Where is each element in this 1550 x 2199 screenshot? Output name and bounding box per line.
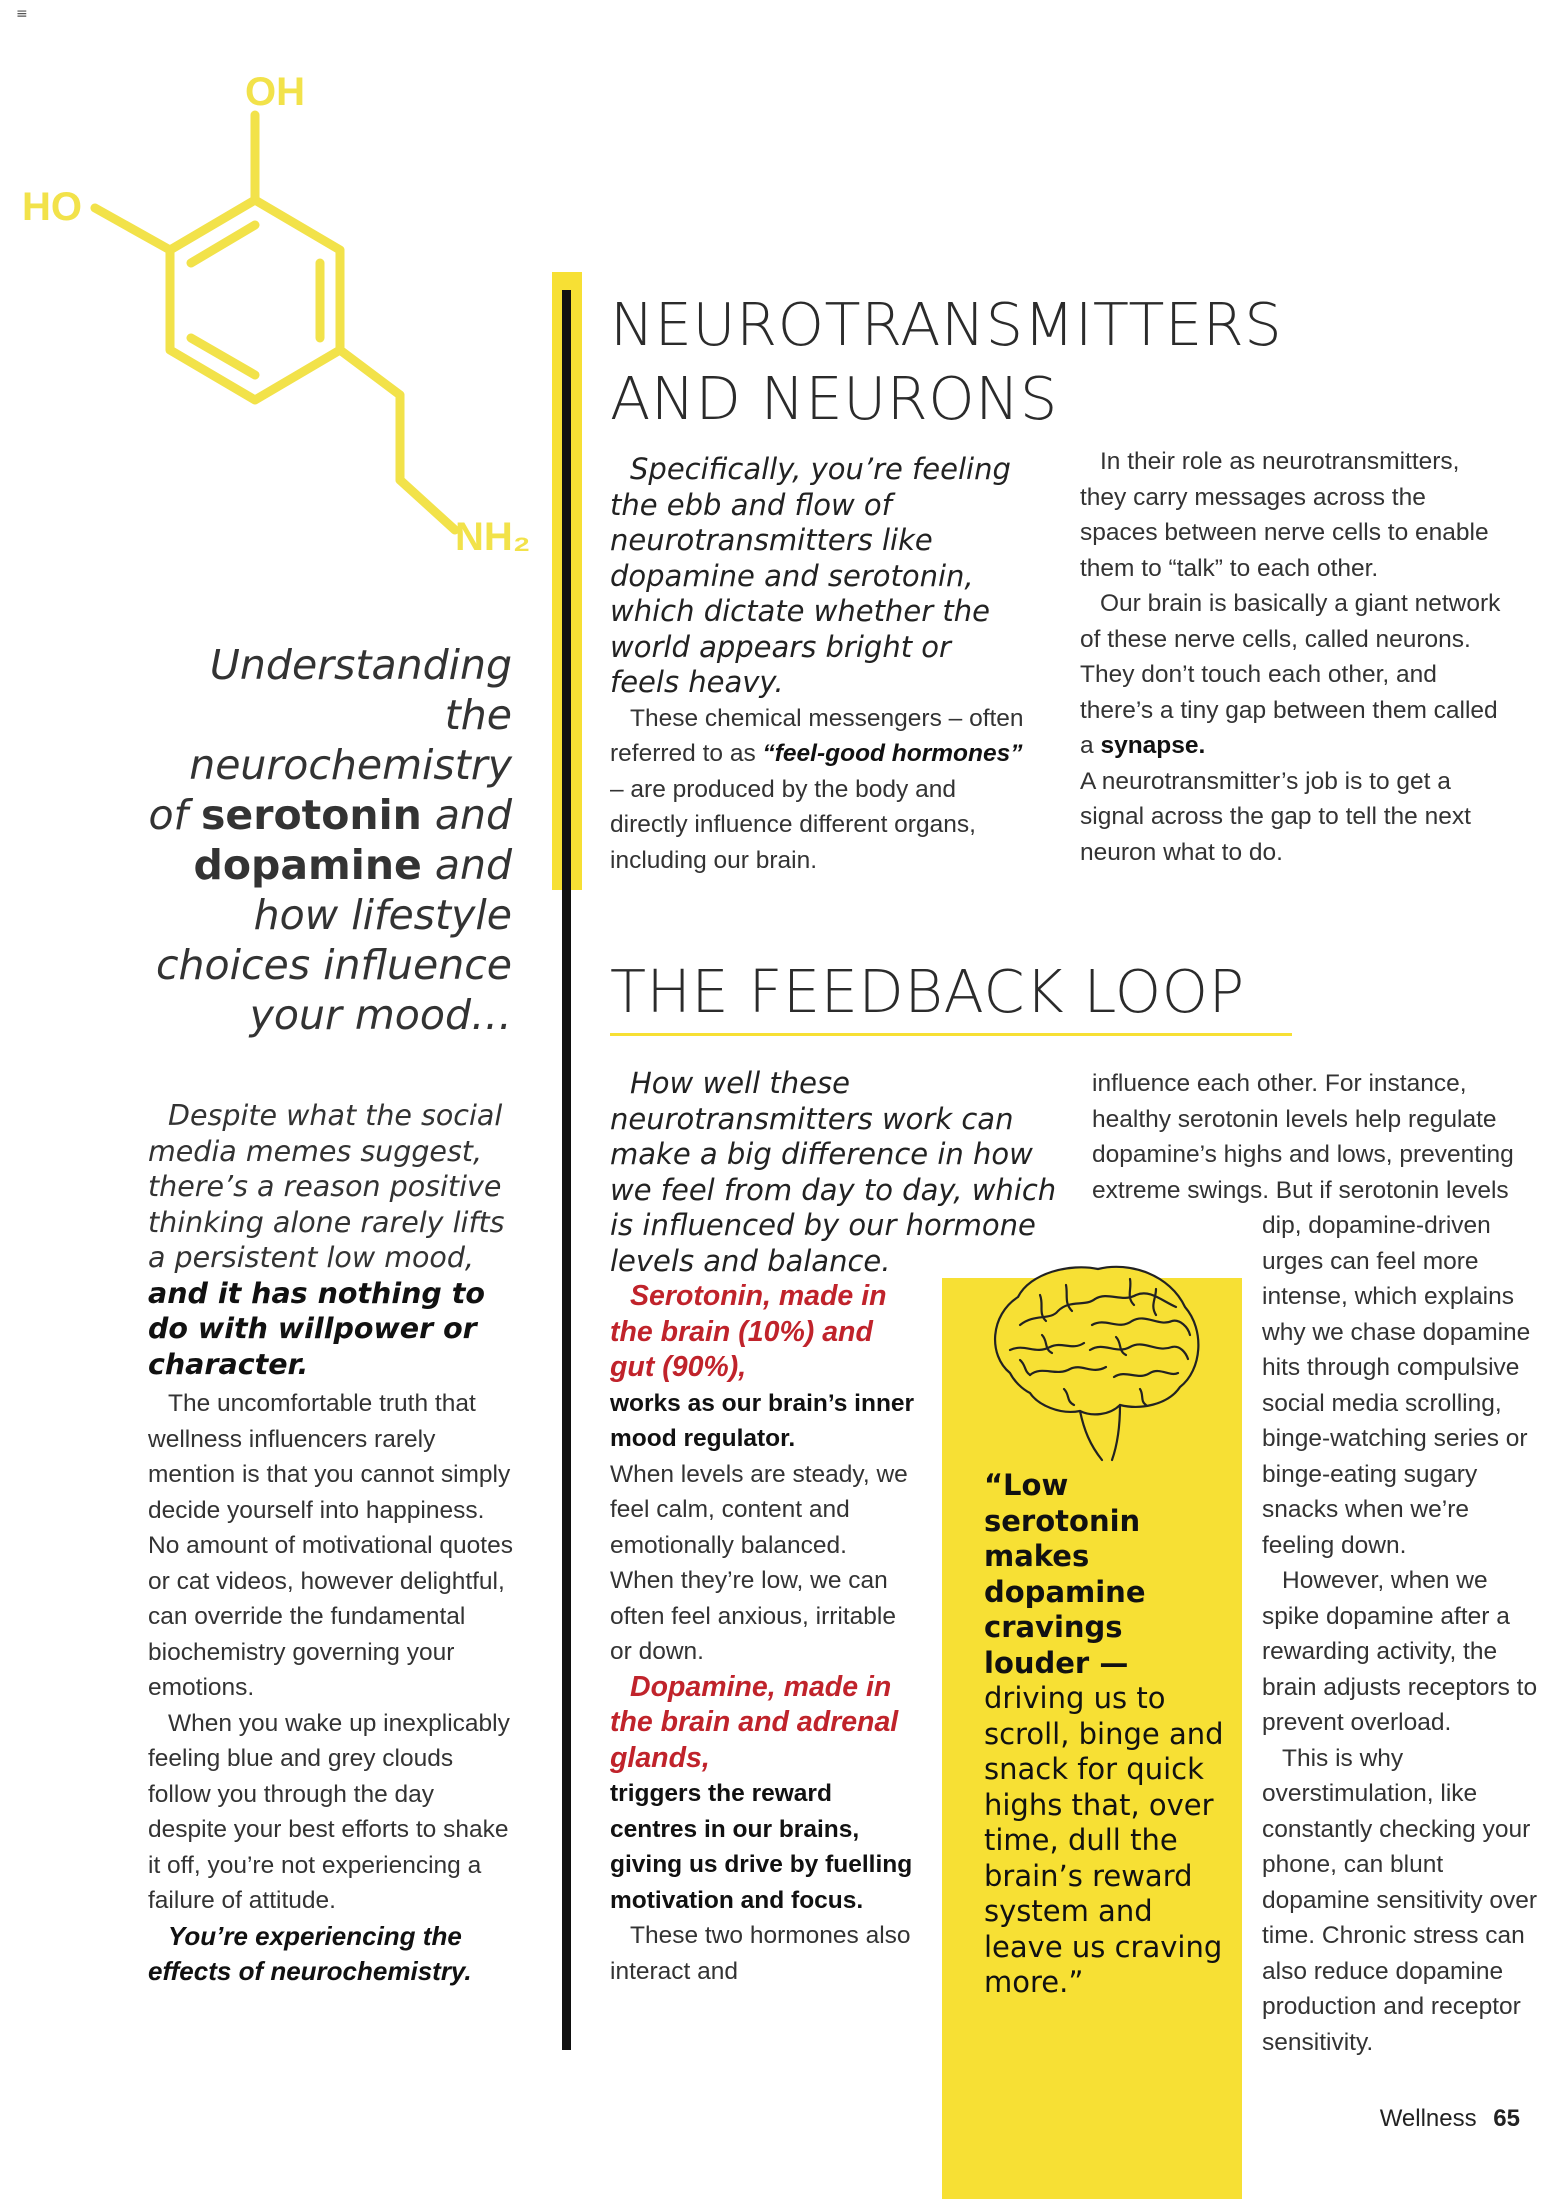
right-col-p3: This is why overstimulation, like constantly checking your phone, can blunt dopamine sensitivity over time. Chronic stress can also reduce dopamine production and receptor sensitivity. [1262, 1744, 1538, 2056]
nh2-label: NH₂ [455, 515, 531, 559]
page-footer [1380, 2105, 1520, 2133]
section2-intro: How well these neurotransmitters work can make a big difference in how we feel from day to day, which is influenced by our hormone levels and balance. [610, 1066, 1057, 1278]
page-number: 65 [1493, 2105, 1520, 2132]
sidebar-body [148, 1098, 518, 1989]
section2-title: THE FEEDBACK LOOP [610, 957, 1245, 1026]
brain-icon [980, 1255, 1208, 1465]
right-col-p1: dip, dopamine-driven urges can feel more intense, which explains why we chase dopamine hits through compulsive social media scrolling, binge-watching series or binge-eating sugary snacks when we’re feeling down. [1262, 1212, 1531, 1559]
section1-right-p2: Our brain is basically a giant network of these nerve cells, called neurons. They don’t touch each other, and there’s a tiny gap between them called a synapse. [1080, 590, 1501, 759]
section1-left-column [610, 452, 1028, 878]
footer-section: Wellness [1379, 2105, 1477, 2132]
section1-para: These chemical messengers – often referred to as “feel-good hormones” – are produced by the body and directly influence different organs, including our brain. [610, 704, 1024, 874]
quote-text [984, 1468, 1234, 2001]
section1-right-column [1080, 444, 1510, 870]
section1-intro: Specifically, you’re feeling the ebb and flow of neurotransmitters like dopamine and serotonin, which dictate whether the world appears bright or feels heavy. [610, 452, 1011, 699]
dopamine-heading: Dopamine, made in the brain and adrenal glands, [610, 1670, 899, 1774]
quote-rest: driving us to scroll, binge and snack for quick highs that, over time, dull the brain’s reward system and leave us craving more.” [984, 1681, 1224, 1999]
oh-label: OH [245, 70, 305, 114]
quote-line: dopamine [984, 1574, 1146, 1609]
quote-line: louder — [984, 1645, 1129, 1680]
dopamine-molecule-illustration [0, 50, 560, 570]
sidebar-pullquote: Understanding the neurochemistry of serotonin and dopamine and how lifestyle choices influence your mood… [148, 641, 512, 1039]
sidebar-intro-bold: and it has nothing to do with willpower or character. [148, 1276, 485, 1381]
corner-menu-icon: ≡ [16, 6, 28, 22]
ho-label: HO [22, 185, 82, 229]
quote-line: makes [984, 1539, 1090, 1573]
sidebar-para1: The uncomfortable truth that wellness influencers rarely mention is that you cannot simply decide yourself into happiness. No amount of motivational quotes or cat videos, however delightful, can override the fundamental biochemistry governing your emotions. [148, 1390, 513, 1701]
dopamine-bold: triggers the reward centres in our brains, giving us drive by fuelling motivation and focus. [610, 1780, 913, 1914]
interact-text: These two hormones also interact and [610, 1922, 911, 1985]
right-col-p2: However, when we spike dopamine after a rewarding activity, the brain adjusts receptors to prevent overload. [1262, 1567, 1538, 1736]
quote-line: serotonin [984, 1503, 1141, 1538]
serotonin-bold: works as our brain’s inner mood regulator. [610, 1389, 915, 1452]
sidebar-closing: You’re experiencing the effects of neurochemistry. [148, 1920, 472, 1986]
section2-title-underline [610, 1033, 1292, 1036]
section1-right-p3: A neurotransmitter’s job is to get a signal across the gap to tell the next neuron what to do. [1080, 767, 1471, 866]
quote-line: “Low [984, 1468, 1069, 1502]
section2-right-column [1262, 1208, 1544, 2060]
section1-title: NEUROTRANSMITTERS AND NEURONS [610, 290, 1283, 433]
section1-right-p1: In their role as neurotransmitters, they carry messages across the spaces between nerve cells to enable them to “talk” to each other. [1080, 448, 1489, 582]
quote-line: cravings [984, 1610, 1123, 1644]
sidebar-intro: Despite what the social media memes suggest, there’s a reason positive thinking alone rarely lifts a persistent low mood, [148, 1099, 505, 1274]
black-vertical-rule [562, 290, 571, 2050]
serotonin-heading: Serotonin, made in the brain (10%) and gut (90%), [610, 1280, 887, 1383]
section2-right-top: influence each other. For instance, healthy serotonin levels help regulate dopamine’s highs and lows, preventing extreme swings. But if serotonin levels [1092, 1070, 1514, 1204]
sidebar-para2: When you wake up inexplicably feeling blue and grey clouds follow you through the day despite your best efforts to shake it off, you’re not experiencing a failure of attitude. [148, 1709, 510, 1914]
serotonin-text: When levels are steady, we feel calm, content and emotionally balanced. When they’re low, we can often feel anxious, irritable or down. [610, 1460, 908, 1665]
